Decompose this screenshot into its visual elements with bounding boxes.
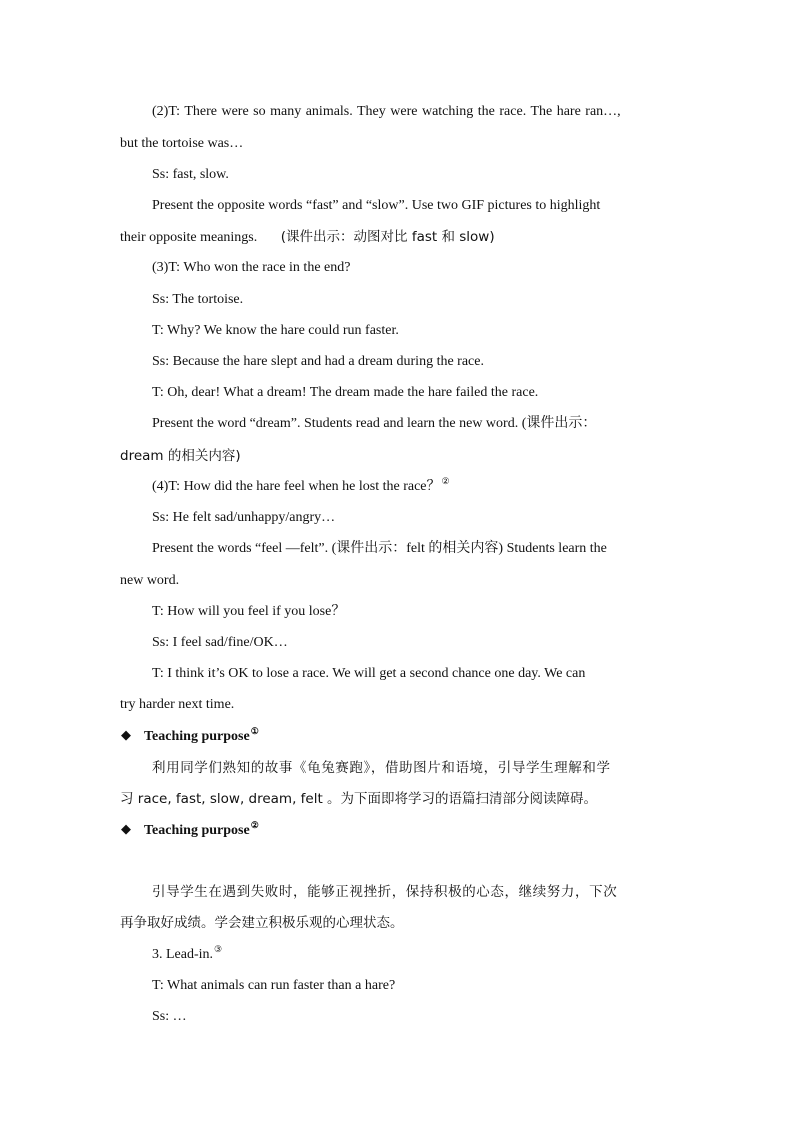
paragraph-line: (2)T: There were so many animals. They were watching the race. The hare ran…, bbox=[152, 104, 621, 119]
paragraph-line: T: Why? We know the hare could run faster. bbox=[152, 323, 399, 338]
paragraph-line: T: What animals can run faster than a hare? bbox=[152, 978, 396, 993]
paragraph-line: Ss: fast, slow. bbox=[152, 167, 229, 182]
paragraph-line bbox=[152, 946, 222, 964]
paragraph-line: 习 race, fast, slow, dream, felt 。为下面即将学习的语篇扫清部分阅读障碍。 bbox=[120, 791, 598, 807]
paragraph-line bbox=[120, 228, 495, 247]
section-heading bbox=[144, 822, 259, 840]
paragraph-line: new word. bbox=[120, 573, 180, 588]
paragraph-line: Present the opposite words “fast” and “slow”. Use two GIF pictures to highlight bbox=[152, 198, 601, 213]
footnote-marker: ② bbox=[441, 476, 450, 487]
text-span: 3. Lead-in. bbox=[152, 947, 214, 962]
paragraph-line: Ss: He felt sad/unhappy/angry… bbox=[152, 510, 336, 525]
text-span: (4)T: How did the hare feel when he lost the race？ bbox=[152, 479, 441, 494]
diamond-bullet-icon: ◆ bbox=[121, 727, 131, 742]
paragraph-line: T: Oh, dear! What a dream! The dream made the hare failed the race. bbox=[152, 385, 539, 400]
section-heading bbox=[144, 728, 259, 746]
paragraph-line: Ss: The tortoise. bbox=[152, 292, 244, 307]
footnote-marker: ③ bbox=[214, 944, 223, 955]
text-span: (课件出示：动图对比 fast 和 slow) bbox=[280, 229, 495, 245]
paragraph-line: dream 的相关内容) bbox=[120, 448, 241, 464]
text-span: their opposite meanings. bbox=[120, 230, 258, 245]
paragraph-line: Ss: I feel sad/fine/OK… bbox=[152, 635, 288, 650]
paragraph-line: T: I think it’s OK to lose a race. We will get a second chance one day. We can bbox=[152, 666, 586, 681]
paragraph-line: but the tortoise was… bbox=[120, 136, 244, 151]
paragraph-line: Present the word “dream”. Students read and learn the new word. (课件出示： bbox=[152, 416, 597, 431]
paragraph-line: Present the words “feel —felt”. (课件出示：felt 的相关内容) Students learn the bbox=[152, 541, 607, 556]
paragraph-line bbox=[152, 478, 450, 496]
diamond-bullet-icon: ◆ bbox=[121, 821, 131, 836]
paragraph-line: 引导学生在遇到失败时，能够正视挫折，保持积极的心态，继续努力，下次 bbox=[152, 884, 618, 900]
paragraph-line: try harder next time. bbox=[120, 697, 235, 712]
paragraph-line: Ss: … bbox=[152, 1009, 187, 1024]
heading-text: Teaching purpose bbox=[144, 729, 250, 744]
paragraph-line: Ss: Because the hare slept and had a dream during the race. bbox=[152, 354, 484, 369]
footnote-marker: ② bbox=[250, 820, 259, 831]
heading-text: Teaching purpose bbox=[144, 823, 250, 838]
paragraph-line: 利用同学们熟知的故事《龟兔赛跑》，借助图片和语境，引导学生理解和学 bbox=[152, 760, 611, 776]
paragraph-line: 再争取好成绩。学会建立积极乐观的心理状态。 bbox=[120, 915, 404, 931]
paragraph-line: T: How will you feel if you lose？ bbox=[152, 604, 346, 619]
paragraph-line: (3)T: Who won the race in the end? bbox=[152, 260, 351, 275]
footnote-marker: ① bbox=[250, 726, 259, 737]
